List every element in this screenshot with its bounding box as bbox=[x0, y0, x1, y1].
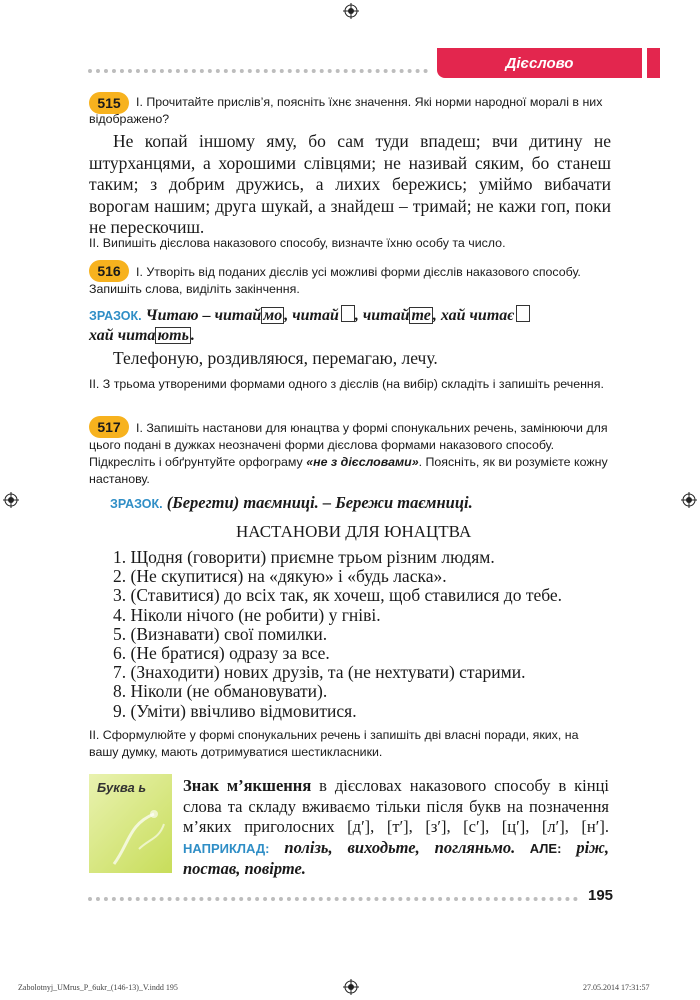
rule-label-box bbox=[89, 774, 172, 873]
task-instruction: ІІ. Випишіть дієслова наказового способу, визначте їхню особу та число. bbox=[89, 236, 506, 250]
ending-box: мо bbox=[263, 307, 283, 324]
spelling-rule: «не з дієсловами» bbox=[306, 455, 419, 469]
list-item: 4. Ніколи нічого (не робити) у гніві. bbox=[113, 604, 381, 625]
task-number-badge: 516 bbox=[89, 260, 129, 282]
but-label: АЛЕ: bbox=[515, 840, 562, 856]
section-tab: Дієслово bbox=[437, 48, 642, 78]
footer-datetime: 27.05.2014 17:31:57 bbox=[583, 983, 650, 992]
rule-examples: полізь, виходьте, погляньмо. bbox=[269, 837, 516, 857]
header-divider bbox=[88, 69, 428, 73]
list-item: 7. (Знаходити) нових друзів, та (не нехтувати) старими. bbox=[113, 662, 526, 683]
task-instruction: ІІ. Сформулюйте у формі спонукальних речень і запишіть дві власні поради, яких, на вашу думку, мають дотримуватися шестикласники. bbox=[89, 728, 579, 759]
task-instruction: ІІ. З трьома утвореними формами одного з дієслів (на вибір) складіть і запишіть речення. bbox=[89, 377, 604, 391]
list-title: НАСТАНОВИ ДЛЯ ЮНАЦТВА bbox=[236, 522, 472, 541]
task-number-badge: 515 bbox=[89, 92, 129, 114]
ending-box bbox=[516, 305, 530, 322]
list-item: 5. (Визнавати) свої помилки. bbox=[113, 623, 328, 644]
proverbs-text: Не копай іншому яму, бо сам туди впадеш; вчи дитину не штурханцями, а хорошими слівцями; не називай сяким, бо станеш таким; з добрим дружись, а лихих бережись; уміймо вибачати ворогам нашим; друга шукай, а знайдеш – тримай; не кажи гоп, поки не перескочиш. bbox=[89, 131, 611, 237]
leaf-ornament-icon bbox=[109, 804, 169, 870]
sample-form: хай чита bbox=[89, 327, 156, 344]
rule-term: Знак м’якшення bbox=[183, 776, 312, 795]
footer-file: Zabolotnyj_UMrus_P_6ukr_(146-13)_V.indd 195 bbox=[18, 983, 178, 992]
sample-text: (Берегти) таємниці. – Бережи таємниці. bbox=[166, 493, 473, 512]
sample-516 bbox=[89, 305, 615, 346]
registration-mark-icon bbox=[681, 492, 697, 508]
sample-form: , читай bbox=[354, 307, 410, 324]
list-item: 9. (Уміти) ввічливо відмовитися. bbox=[113, 700, 357, 721]
sample-form: , читай bbox=[284, 307, 339, 324]
rule-text bbox=[183, 776, 609, 880]
sample-form: , хай читає bbox=[432, 307, 514, 324]
instruction-part: І. Запишіть настанови для юнацтва у формі спонукальних речень, замінюючи для цього подані в дужках неозначені форми дієслова формами наказового способу. Підкресліть і обґрунтуйте орфограму bbox=[89, 421, 608, 469]
list-item: 3. (Ставитися) до всіх так, як хочеш, щоб ставилися до тебе. bbox=[113, 585, 563, 606]
list-item: 6. (Не братися) одразу за все. bbox=[113, 642, 330, 663]
footer-divider bbox=[88, 897, 578, 901]
list-item: 2. (Не скупитися) на «дякую» і «будь ласка». bbox=[113, 566, 447, 587]
rule-examples: ріж, постав, повірте. bbox=[183, 837, 610, 878]
ending-box: ють bbox=[157, 327, 189, 344]
task-number-badge: 517 bbox=[89, 416, 129, 438]
task-instruction: І. Утворіть від поданих дієслів усі можливі форми дієслів наказового способу. Запишіть слова, виділіть закінчення. bbox=[89, 265, 581, 296]
page-number: 195 bbox=[588, 887, 614, 904]
registration-mark-icon bbox=[343, 979, 359, 995]
list-item: 8. Ніколи (не обмановувати). bbox=[113, 681, 328, 702]
registration-mark-icon bbox=[343, 3, 359, 19]
verbs-list: Телефоную, роздивляюся, перемагаю, лечу. bbox=[113, 348, 438, 368]
task-instruction: І. Прочитайте прислів’я, поясніть їхнє значення. Які норми народної моралі в них відображено? bbox=[89, 95, 603, 126]
instruction-part: . Поясніть, як ви розумієте кожну настанову. bbox=[89, 455, 608, 486]
registration-mark-icon bbox=[3, 492, 19, 508]
rule-body: в дієсловах наказового способу в кінці слова та складу вживаємо тільки після букв на позначення м’яких приголосних [д′], [т′], [з′], [с′], [ц′], [л′], [н′]. bbox=[183, 776, 609, 836]
sample-form: Читаю – читай bbox=[145, 307, 262, 324]
sample-517 bbox=[110, 492, 473, 516]
sample-form: . bbox=[190, 327, 195, 344]
section-tab-strip bbox=[647, 48, 660, 78]
ending-box: те bbox=[411, 307, 431, 324]
sample-label: ЗРАЗОК. bbox=[110, 497, 163, 511]
example-label: НАПРИКЛАД: bbox=[183, 840, 270, 856]
task-instruction bbox=[89, 420, 611, 488]
sample-label: ЗРАЗОК. bbox=[89, 309, 142, 323]
rule-label: Буква ь bbox=[97, 780, 147, 795]
list-item: 1. Щодня (говорити) приємне трьом різним людям. bbox=[113, 547, 495, 567]
advice-list bbox=[113, 548, 562, 721]
ending-box bbox=[341, 305, 355, 322]
